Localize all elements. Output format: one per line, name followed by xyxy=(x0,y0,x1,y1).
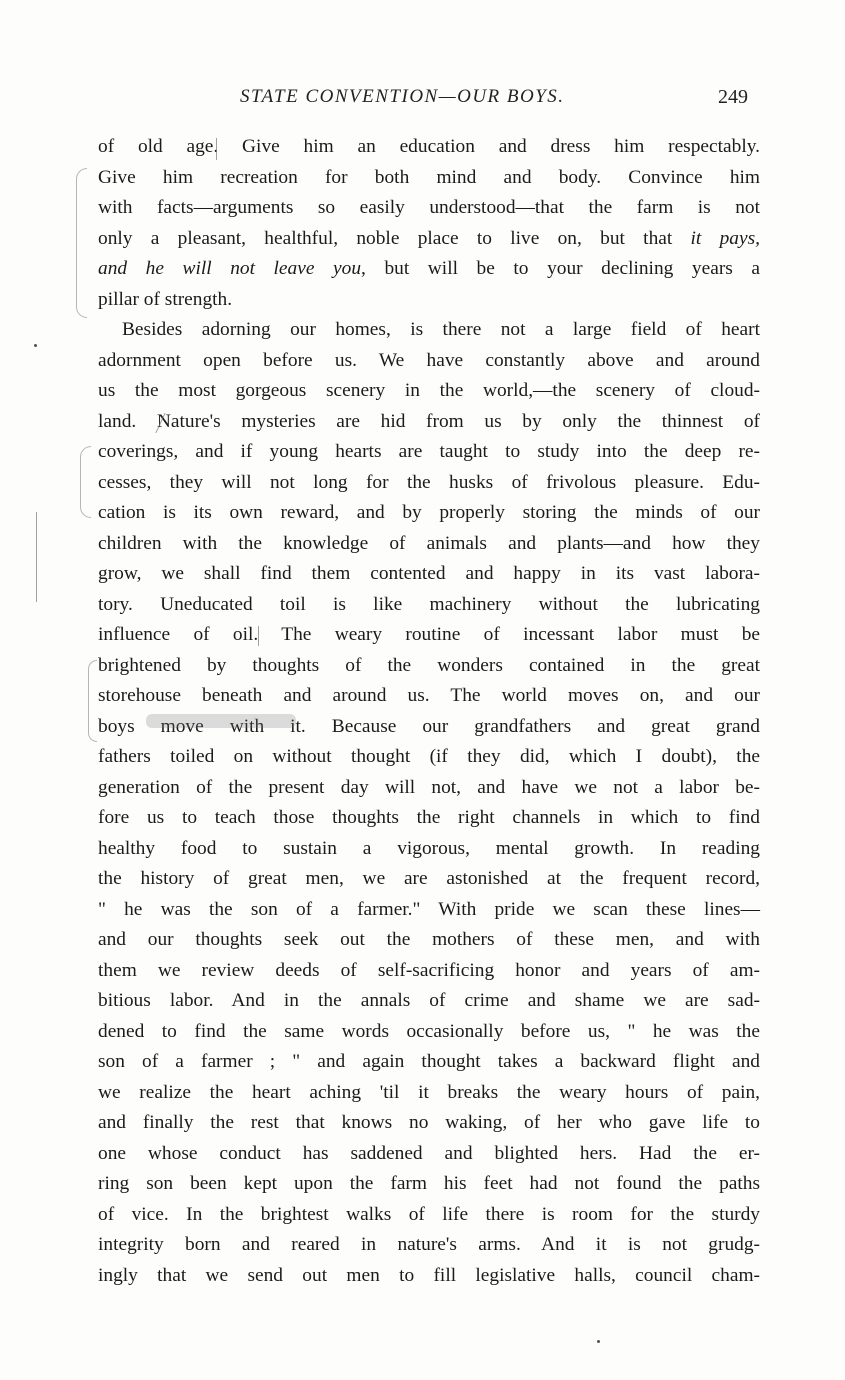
text-line: land. Nature's mysteries are hid from us by only the thinnest of xyxy=(98,410,760,432)
text-line: adornment open before us. We have constantly above and around xyxy=(98,349,760,371)
text-line: grow, we shall find them contented and happy in its vast labora- xyxy=(98,563,760,584)
text-line: Give him recreation for both mind and body. Convince him xyxy=(98,166,760,188)
ink-dot xyxy=(597,1340,600,1343)
text-line: son of a farmer ; " and again thought takes a backward flight and xyxy=(98,1051,760,1072)
emphasis-text: it pays, xyxy=(690,227,760,249)
paragraph xyxy=(98,315,760,1291)
text-line: ring son been kept upon the farm his feet had not found the paths xyxy=(98,1173,760,1194)
text-line: of vice. In the brightest walks of life there is room for the sturdy xyxy=(98,1203,760,1225)
pencil-bracket-mark xyxy=(76,168,87,318)
pencil-bracket-mark xyxy=(88,660,97,742)
ink-dot xyxy=(34,344,37,347)
text-line: one whose conduct has saddened and blighted hers. Had the er- xyxy=(98,1142,760,1164)
text-line: Besides adorning our homes, is there not a large field of heart xyxy=(122,319,760,340)
pencil-margin-line xyxy=(36,512,37,602)
text-line: and he will not leave you, but will be to your declining years a xyxy=(98,258,760,279)
text-line: with facts—arguments so easily understood—that the farm is not xyxy=(98,197,760,218)
text-line: integrity born and reared in nature's arms. And it is not grudg- xyxy=(98,1234,760,1255)
text-line: healthy food to sustain a vigorous, mental growth. In reading xyxy=(98,837,760,859)
text-line: and finally the rest that knows no waking, of her who gave life to xyxy=(98,1112,760,1133)
text-line: boys move with it. Because our grandfathers and great grand xyxy=(98,715,760,737)
pencil-bracket-mark xyxy=(80,446,91,518)
page-number: 249 xyxy=(718,86,748,108)
text-line: only a pleasant, healthful, noble place to live on, but that it pays, xyxy=(98,227,760,249)
text-line: generation of the present day will not, and have we not a labor be- xyxy=(98,776,760,798)
text-line: storehouse beneath and around us. The world moves on, and our xyxy=(98,685,760,706)
text-line: them we review deeds of self-sacrificing honor and years of am- xyxy=(98,959,760,981)
text-line: coverings, and if young hearts are taught to study into the deep re- xyxy=(98,441,760,462)
text-line: pillar of strength. xyxy=(98,288,233,310)
text-line: we realize the heart aching 'til it breaks the weary hours of pain, xyxy=(98,1081,760,1103)
text-line: influence of oil. The weary routine of incessant labor must be xyxy=(98,624,760,645)
pencil-tick-mark xyxy=(258,626,259,646)
text-line: us the most gorgeous scenery in the world,—the scenery of cloud- xyxy=(98,380,760,401)
text-line: " he was the son of a farmer." With pride we scan these lines— xyxy=(98,898,760,920)
paragraph xyxy=(98,132,760,315)
text-line: children with the knowledge of animals and plants—and how they xyxy=(98,532,760,554)
text-line: ingly that we send out men to fill legislative halls, council cham- xyxy=(98,1264,760,1286)
running-head: STATE CONVENTION—OUR BOYS. xyxy=(240,86,565,107)
pencil-tick-mark xyxy=(216,138,217,160)
text-line: dened to find the same words occasionally before us, " he was the xyxy=(98,1020,760,1042)
text-line: cation is its own reward, and by properly storing the minds of our xyxy=(98,502,760,523)
text-line: brightened by thoughts of the wonders contained in the great xyxy=(98,654,760,676)
text-line: fathers toiled on without thought (if they did, which I doubt), the xyxy=(98,746,760,767)
text-line: and our thoughts seek out the mothers of these men, and with xyxy=(98,929,760,950)
text-line: bitious labor. And in the annals of crime and shame we are sad- xyxy=(98,990,760,1011)
text-line: tory. Uneducated toil is like machinery without the lubricating xyxy=(98,593,760,615)
body-text xyxy=(98,132,760,1291)
pencil-smudge xyxy=(146,714,296,728)
text-line: of old age. Give him an education and dress him respectably. xyxy=(98,136,760,157)
text-line: the history of great men, we are astonished at the frequent record, xyxy=(98,868,760,889)
text-line: fore us to teach those thoughts the right channels in which to find xyxy=(98,807,760,828)
emphasis-text: and he will not leave you xyxy=(98,258,362,279)
text-line: cesses, they will not long for the husks of frivolous pleasure. Edu- xyxy=(98,471,760,493)
